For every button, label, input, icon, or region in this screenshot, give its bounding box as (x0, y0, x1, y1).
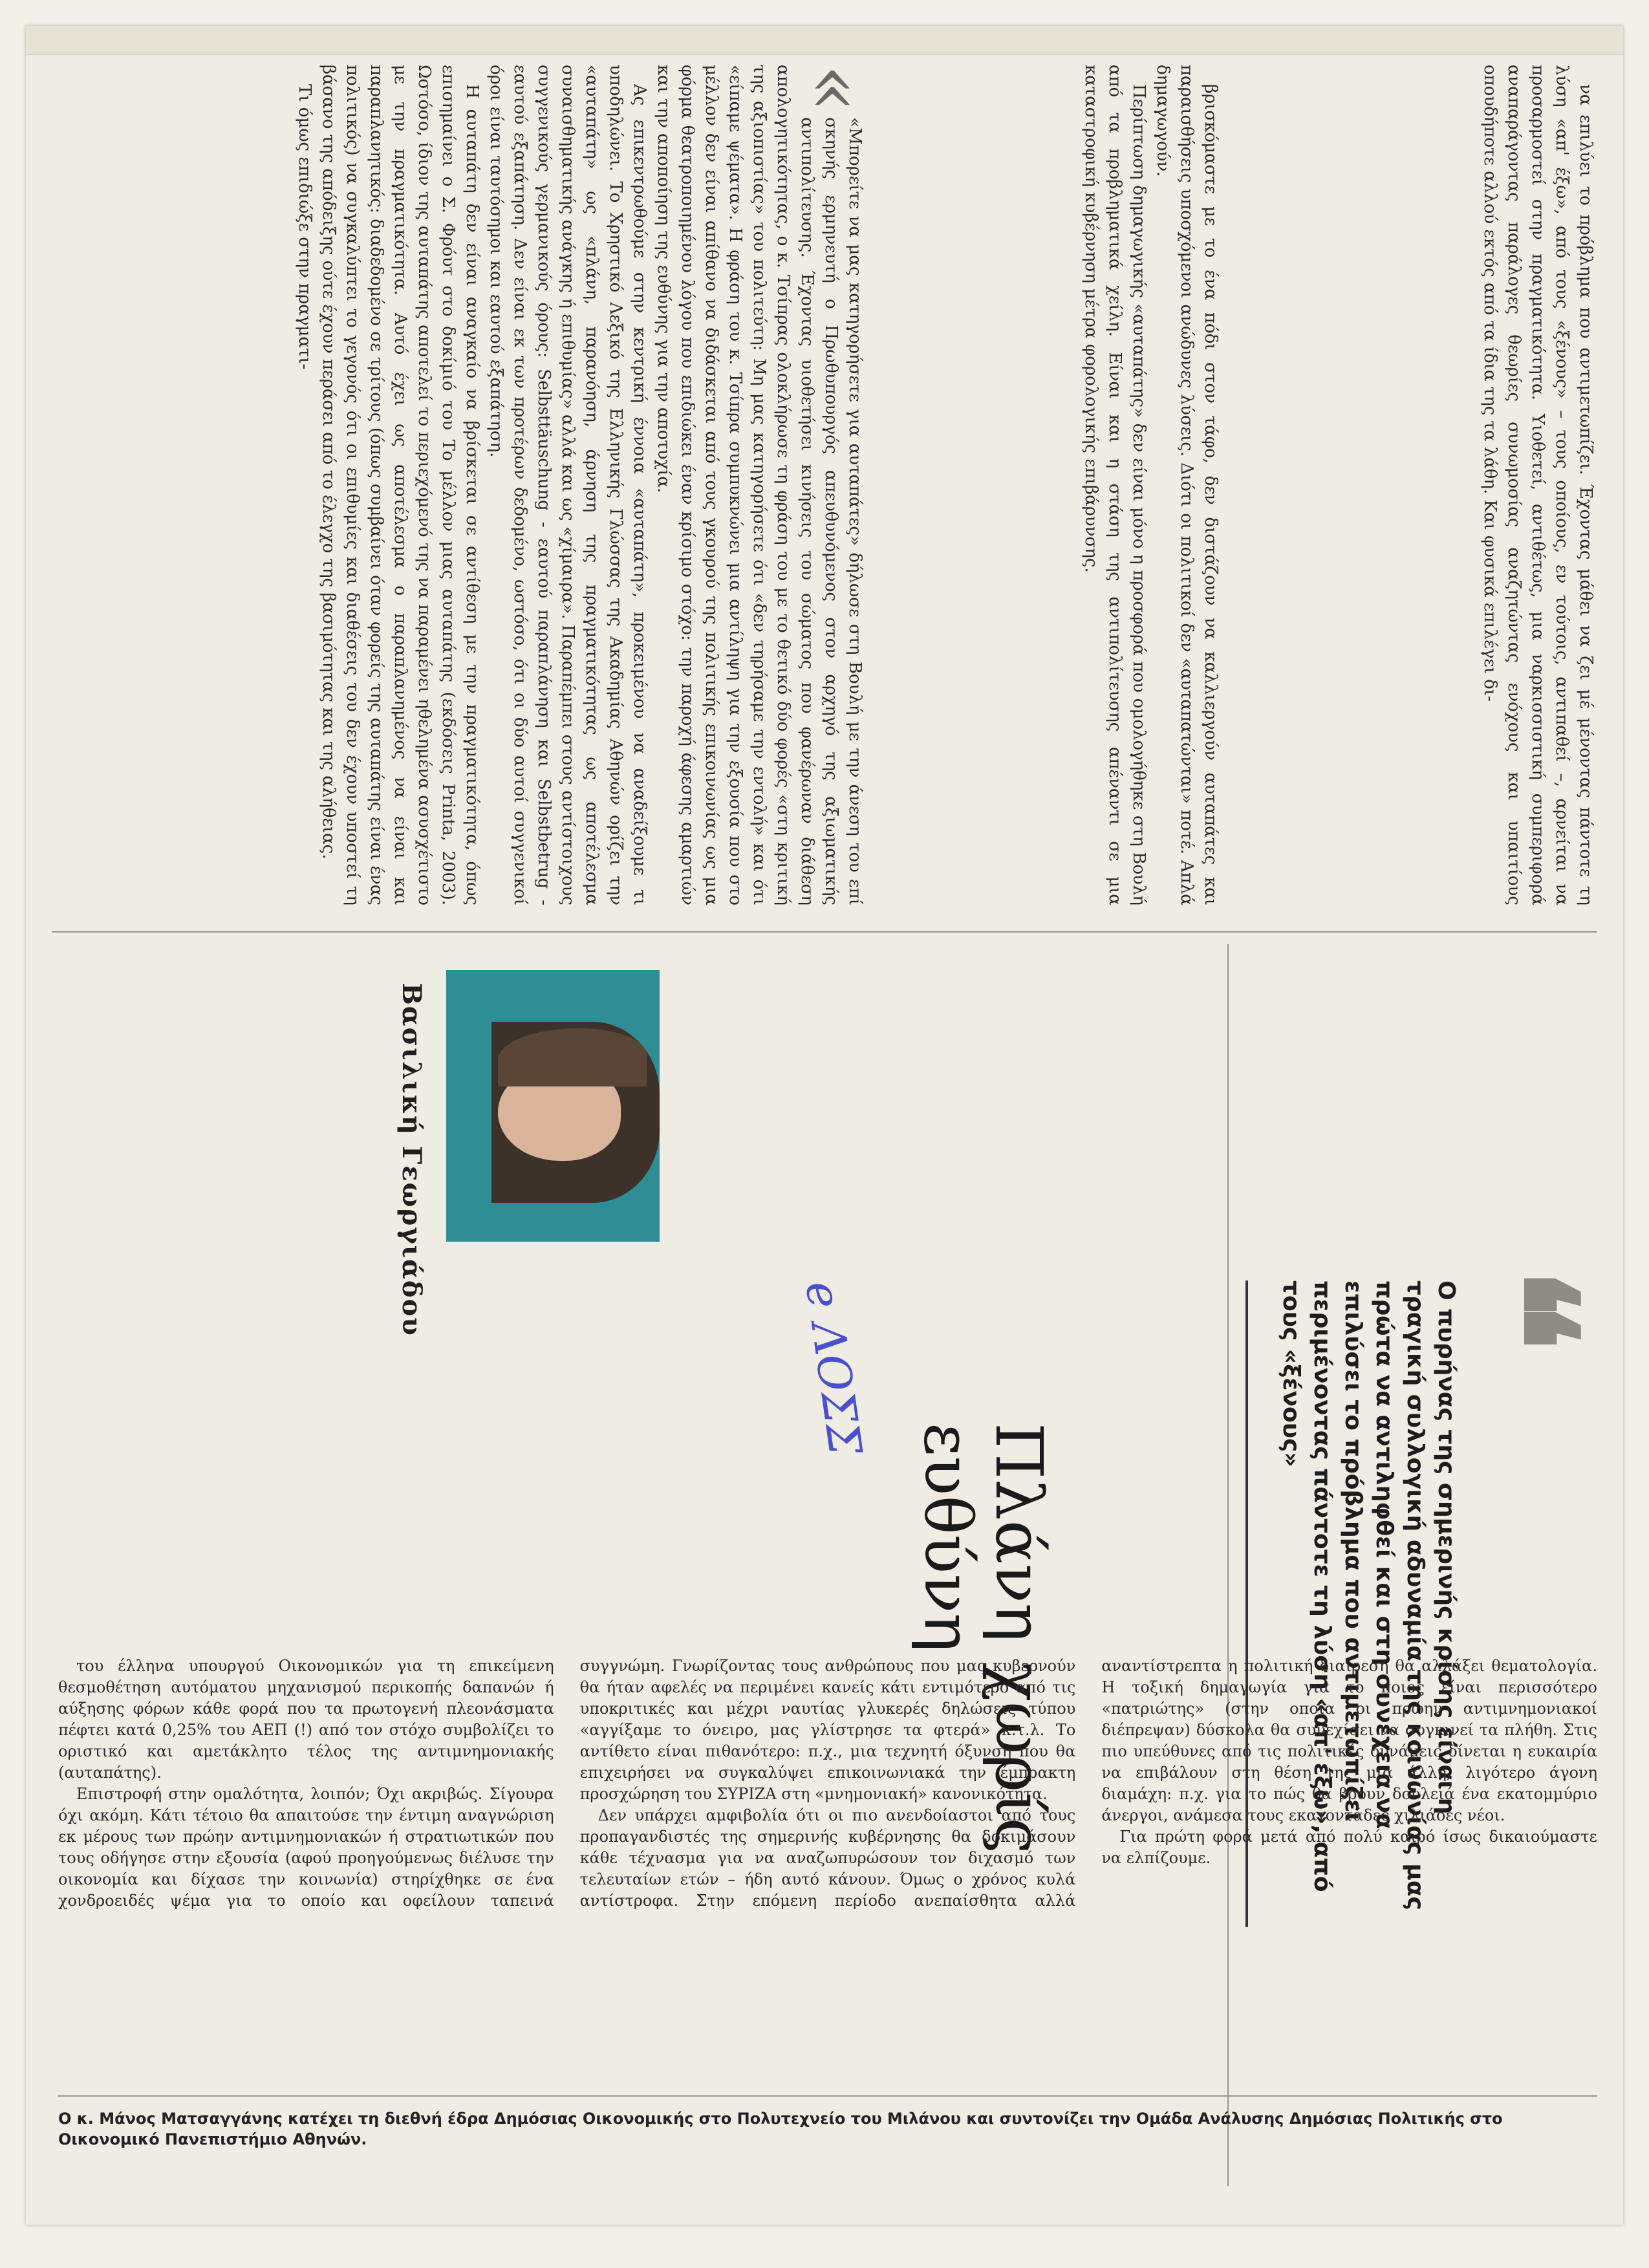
author-name: Βασιλική Γεωργιάδου (396, 983, 427, 1337)
continuation-paragraph-2: βρισκόμαστε με το ένα πόδι στον τάφο, δεν διστάζουν να καλλιεργούν αυταπάτες και παραισθήσεις υποσχόμενοι ανώδυνες λύσεις. Διότι οι πολιτικοί δεν «αυταπατώνται» ποτέ. Απλά δημαγωγούν. (1153, 65, 1220, 905)
section-divider (52, 931, 1597, 933)
main-article-paragraph-3: Η αυταπάτη δεν είναι αναγκαίο να βρίσκεται σε αντίθεση με την πραγματικότητα, όπως επισημαίνει ο Σ. Φρόυτ στο δοκίμιό του Το μέλλον μιας αυταπάτης (εκδόσεις Printa, 2003). Ωστόσο, ίδιον της αυταπάτης αποτελεί το περιεχόμενό της να παραμένει ηθελημένα ασυσχέτιστο με την πραγματικότητα. Αυτό έχει ως αποτέλεσμα ο παραπλανημένος να είναι και παραπλανητικός: διαδεδομένο σε τρίτους (όπως συμβαίνει όταν φορείς της αυταπάτης είναι ένας πολιτικός) να συγκαλύπτει το γεγονός ότι οι επιθυμίες και διαθέσεις του δεν έχουν υποστεί τη βάσανο της απόδειξης ούτε έχουν περάσει από το έλεγχο της βασιμότητας και της αλήθειας. (319, 65, 482, 905)
article-headline: Πλάνη χωρίς ευθύνη (910, 1423, 1057, 1854)
author-photo (446, 970, 660, 1242)
lower-paragraph-4: Για πρώτη φορά μετά από πολύ καιρό ίσως δικαιούμαστε να ελπίζουμε. (1101, 1828, 1597, 1867)
main-article-paragraph-1: « «Μπορείτε να μας κατηγορήσετε για αυταπάτες» δήλωσε στη Βουλή με την άνεση του επί σκηνής ερμηνευτή ο Πρωθυπουργός απευθυνόμενος στον αρχηγό της αξιωματικής αντιπολίτευσης. Έχοντας υιοθετήσει κινήσεις του σώματος που φανέρωναν διάθεση απολογητικότητας, ο κ. Τσίπρας ολοκλήρωσε τη φράση του με το θετικό δύο φορές «στη κριτική της αξιοπιστίας» του πολιτεύτη: Μη μας κατηγορήσετε ότι «δεν τηρήσαμε την εντολή» και ότι «είπαμε ψέματα». Η φράση του κ. Τσίπρα συμπυκνώνει μια αντίληψη για την εξουσία που στο μέλλον δεν είναι απίθανο να διδάσκεται από τους γκουρού της πολιτικής επικοινωνίας ως μια φόρμα θεατροποιημένου λόγου που επιδιώκει έναν κρίσιμο στόχο: την παροχή άφεσης αμαρτιών και την αποποίηση της ευθύνης για την αποτυχία. (654, 65, 881, 905)
drop-cap: « (791, 65, 881, 113)
lower-paragraph-1: του έλληνα υπουργού Οικονομικών για τη επικείμενη θεσμοθέτηση αυτόματου μηχανισμού περικοπής δαπανών ή αύξησης φόρων κάθε φορά που τα πρωτογενή πλεονάσματα πέφτει κατά 0,25% του ΑΕΠ (!) από τον στόχο συμβολίζει το οριστικό και αμετάκλητο τέλος της αντιμνημονιακής (αυταπάτης). (58, 1657, 554, 1782)
lower-article-text (58, 1656, 1597, 2082)
continuation-text-block (1222, 65, 1597, 905)
lower-paragraph-3: Δεν υπάρχει αμφιβολία ότι οι πιο ανενδοίαστοι από τους προπαγανδιστές της σημερινής κυβέρνησης θα δοκιμάσουν κάθε τέχνασμα για να αναζωπυρώσουν τον διχασμό των τελευταίων ετών – ήδη αυτό κάνουν. Όμως ο χρόνος κυλά αντίστροφα. Στην επόμενη περίοδο ανεπαίσθητα αλλά αναντίστρεπτα η πολιτική διαίρεση θα αλλάξει θεματολογία. Η τοξική δημαγωγία για το ποιος είναι περισσότερο «πατριώτης» (στην οποία οι πρώην αντιμνημονιακοί διέπρεψαν) δύσκολα θα συνεχίσει να συγκινεί τα πλήθη. Στις πιο υπεύθυνες από τις πολιτικές δυνάμεις δίνεται η ευκαιρία να επιβάλουν στη θέση της μια άλλη, λιγότερο άγονη διαμάχη: π.χ. για το πώς θα βρουν δουλειά ένα εκατομμύριο άνεργοι, ανάμεσα τους εκατοντάδες χιλιάδες νέοι. (579, 1657, 1597, 1910)
author-bio-note: Ο κ. Μάνος Ματσαγγάνης κατέχει τη διεθνή έδρα Δημόσιας Οικονομικής στο Πολυτεχνείο του Μιλάνου και συντονίζει την Ομάδα Ανάλυσης Δημόσιας Πολιτικής στο Οικονομικό Πανεπιστήμιο Αθηνών. (58, 2110, 1503, 2148)
continuation-paragraph-1: να επιλύει το πρόβλημα που αντιμετωπίζει. Έχοντας μάθει να ζει μέ μένοντας πάντοτε τη λύση «απ' έξω», από τους «ξένους» – τους οποίους, εν τούτοις, αντιπαθεί –, αρνείται να προσαρμοστεί στην πραγματικότητα. Υιοθετεί, αντιθέτως, μια ναρκισσιστική συμπεριφορά αναπαράγοντας παράλογες θεωρίες συνωμοσίας αναζητώντας ενόχους και υπαιτίους οπουδήποτε αλλού εκτός από τα ίδια της τα λάθη. Και φυσικά επιλέγει δι- (1480, 65, 1595, 905)
lower-paragraph-2: Επιστροφή στην ομαλότητα, λοιπόν; Όχι ακριβώς. Σίγουρα όχι ακόμη. Κάτι τέτοιο θα απαιτούσε την έντιμη αναγνώριση εκ μέρους των πρώην αντιμνημονιακών ή στρατιωτικών που τους οδήγησε στην εξουσία (αφού προηγούμενως διέλυσε την οικονομία και δίχασε την κοινωνία) στηρίχθηκε σε ένα χονδροειδές ψέμα για το οποίο και οφείλουν ταπεινά συγγνώμη. Γνωρίζοντας τους ανθρώπους που μας κυβερνούν θα ήταν αφελές να περιμένει κανείς κάτι εντιμότερο από τις υποκριτικές και μέχρι ναυτίας γλυκερές δηλώσεις τύπου «αγγίξαμε το όνειρο, μας γλίστρησε τα φτερά» κ.τ.λ. Το αντίθετο είναι πιθανότερο: π.χ., μια τεχνητή όξυνση που θα επιχειρήσει να συγκαλύψει επικοινωνιακά την έμπρακτη προσχώρηση του ΣΥΡΙΖΑ στη «μνημονιακή» κανονικότητα. (58, 1657, 1076, 1910)
author-note-divider (58, 2095, 1597, 2097)
main-article-body (52, 65, 881, 905)
main-article-paragraph-4: Τι όμως επιδιώξε στην πραγματι- (295, 84, 314, 370)
main-article-paragraph-2: Ας επικεντρωθούμε στην κεντρική έννοια «αυταπάτη», προκειμένου να αναδείξουμε τι υποδηλώνει. Το Χρηστικό Λεξικό της Ελληνικής Γλώσσας της Ακαδημίας Αθηνών ορίζει την «αυταπάτη» ως «πλάνη, παρανόηση, άρνηση της πραγματικότητας ως αποτέλεσμα συναισθηματικής ανάγκης ή επιθυμίας» αλλά και ως «χίμαιρα». Παραπέμπει στους αντίστοιχους συγγενικούς γερμανικούς όρους: Selbsttäuschung - εαυτού παραπλάνηση και Selbstbetrug - εαυτού εξαπάτηση. Δεν είναι εκ των προτέρων δεδομένο, ωστόσο, ότι οι δύο αυτοί συγγενικοί όροι είναι ταυτόσημοι και εαυτού εξαπάτηση. (486, 65, 649, 905)
continuation-paragraph-3: Περίπτωση δημαγωγικής «αυταπάτης» δεν είναι μόνο η προσφορά που ομολογήθηκε στη Βουλή από τα προβληματικά χείλη. Είναι και η στάση της αντιπολίτευσης απέναντι σε μια καταστροφική κυβέρνηση μέτρα φορολογικής επιβάρυνσης. (1081, 65, 1148, 905)
page-fold-edge (26, 26, 1623, 55)
pull-quote: Ο πυρήνας της σημερινής κρίσης είναι η τραγική συλλογική αδυναμία της κοινωνίας μας πρώτα να αντιληφθεί και στη συνέχεια να επιλύσει το πρόβλημα που αντιμετωπίζει περιμένοντας πάντοτε τη λύση «απ' έξω», από τους «ξένους» (1245, 1280, 1461, 1927)
handwritten-annotation: e ΛΟΣΣ (795, 1277, 872, 1458)
quote-mark-icon: ❝ (1428, 1268, 1611, 1352)
continuation-text-block-2 (886, 65, 1222, 905)
lower-article-block (58, 1656, 1597, 2199)
